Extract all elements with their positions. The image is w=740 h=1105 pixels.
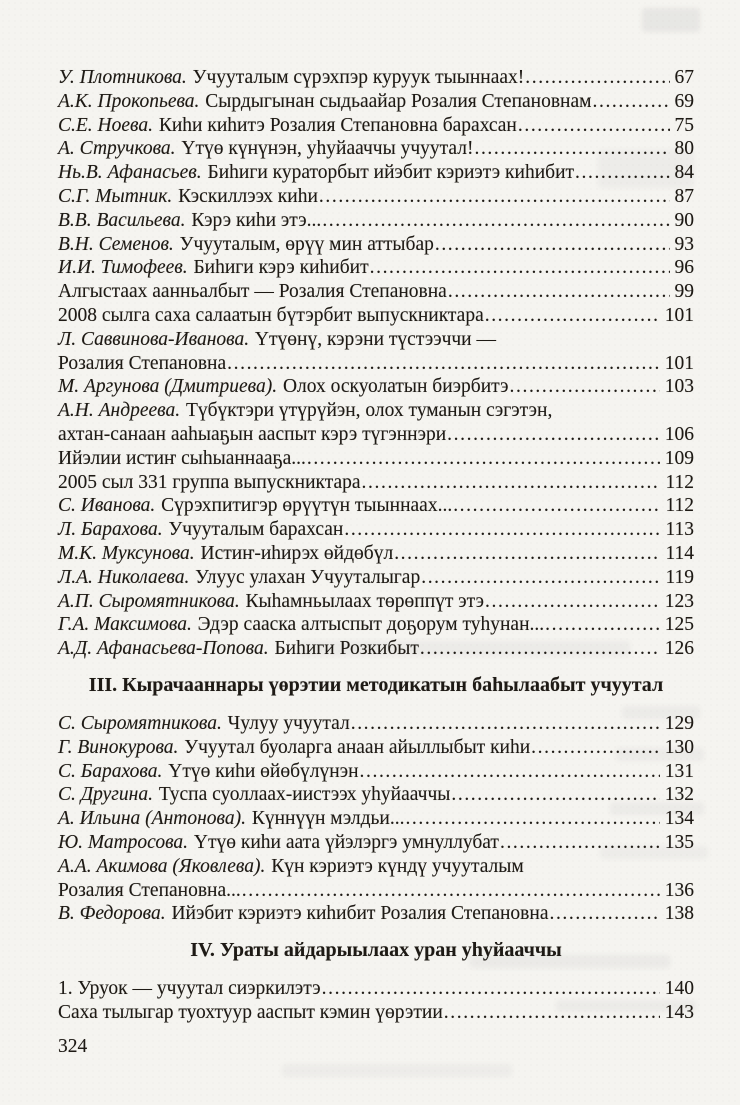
leader-dots (319, 185, 670, 209)
toc-entry (58, 590, 694, 614)
toc-entry (58, 613, 694, 637)
toc-section (58, 938, 694, 1025)
entry-author: В. Федорова. (58, 903, 166, 925)
toc-entry (58, 185, 694, 209)
entry-author: С. Барахова. (58, 760, 163, 782)
entry-title: 2008 сылга саха салаатын бүтэрбит выпускниктара (58, 304, 484, 326)
leader-dots (531, 736, 660, 760)
leader-dots (405, 807, 659, 831)
section-entries (58, 712, 694, 926)
leader-dots (307, 447, 660, 471)
entry-author: В.В. Васильева. (58, 209, 186, 231)
leader-dots (420, 637, 660, 661)
toc-entry (58, 161, 694, 185)
entry-author: А. Стручкова. (58, 138, 176, 160)
entry-author: С. Другина. (58, 784, 153, 806)
section-entries (58, 66, 694, 661)
leader-dots (444, 1001, 660, 1025)
leader-dots (370, 256, 670, 280)
entry-author: Л.А. Николаева. (58, 566, 190, 588)
toc-entry (58, 471, 694, 495)
toc-entry (58, 494, 694, 518)
toc-entry (58, 304, 694, 328)
entry-page-ref: 84 (674, 162, 694, 184)
entry-page-ref: 99 (674, 281, 694, 303)
leader-dots (448, 280, 670, 304)
toc-entry (58, 352, 694, 376)
toc-section (58, 673, 694, 926)
section-heading: IV. Ураты айдарыылаах уран уһуйааччы (190, 939, 562, 962)
entry-author: Г.А. Максимова. (58, 614, 192, 636)
leader-dots (575, 161, 669, 185)
leader-dots (360, 760, 660, 784)
toc-entry (58, 233, 694, 257)
entry-author: А.К. Прокопьева. (58, 90, 200, 112)
entry-page-ref: 113 (665, 519, 694, 541)
toc-entry (58, 977, 694, 1001)
entry-page-ref: 67 (674, 67, 694, 88)
entry-author: С.Г. Мытник. (58, 185, 173, 207)
leader-dots (485, 304, 660, 328)
leader-dots (344, 518, 660, 542)
entry-page-ref: 131 (664, 760, 694, 782)
entry-page-ref: 112 (665, 471, 694, 493)
entry-page-ref: 134 (664, 808, 694, 830)
entry-title: 1. Уруок — учуутал сиэркилэтэ (58, 978, 321, 1000)
leader-dots (500, 831, 660, 855)
entry-author: М.К. Муксунова. (58, 542, 195, 564)
toc-entry (58, 114, 694, 138)
entry-title: Улуус улахан Учууталыгар (195, 566, 421, 588)
entry-page-ref: 75 (674, 114, 694, 136)
toc-entry (58, 566, 694, 590)
entry-title: Кыһамньылаах төрөппүт этэ (245, 590, 485, 612)
leader-dots (394, 542, 660, 566)
entry-title: Үтүө киһи өйөбүлүнэн (168, 760, 359, 782)
entry-title: 2005 сыл 331 группа выпускниктара (58, 471, 361, 493)
entry-page-ref: 106 (664, 423, 694, 445)
toc-entry (58, 855, 694, 879)
entry-page-ref: 129 (664, 712, 694, 734)
leader-dots (362, 471, 661, 495)
toc-entry (58, 879, 694, 903)
entry-author: Ю. Матросова. (58, 831, 189, 853)
entry-page-ref: 101 (664, 352, 694, 374)
toc-entry (58, 137, 694, 161)
entry-title: Биһиги Розкибыт (274, 638, 419, 660)
entry-author: М. Аргунова (Дмитриева). (58, 376, 278, 398)
leader-dots (322, 209, 669, 233)
leader-dots (451, 783, 659, 807)
leader-dots (545, 613, 660, 637)
toc-entry (58, 256, 694, 280)
entry-page-ref: 143 (664, 1001, 694, 1023)
bleed-through-artifact (282, 1064, 512, 1077)
entry-title: Розалия Степановна (58, 352, 227, 374)
entry-author: А. Ильина (Антонова). (58, 808, 246, 830)
entry-title: Кэрэ киһи этэ... (191, 209, 322, 231)
entry-page-ref: 112 (665, 495, 694, 517)
entry-page-ref: 119 (665, 566, 694, 588)
entry-page-ref: 69 (674, 90, 694, 112)
toc-entry (58, 328, 694, 352)
leader-dots (525, 66, 669, 90)
leader-dots (351, 712, 660, 736)
leader-dots (485, 590, 660, 614)
entry-page-ref: 101 (664, 304, 694, 326)
toc-entry (58, 518, 694, 542)
entry-page-ref: 135 (664, 831, 694, 853)
entry-page-ref: 93 (674, 233, 694, 255)
entry-title: Кэскиллээх киһи (178, 185, 318, 207)
entry-title: Түбүктэри үтүрүйэн, олох туманын сэгэтэн, (185, 400, 553, 422)
leader-dots (593, 90, 670, 114)
toc-entry (58, 902, 694, 926)
entry-page-ref: 114 (665, 542, 694, 564)
toc-entry (58, 399, 694, 423)
entry-title: Олох оскуолатын биэрбитэ (282, 376, 509, 398)
entry-title: Ийэлии истиҥ сыһыаннааҕа... (58, 447, 306, 469)
entry-title: ахтан-санаан ааһыаҕын ааспыт кэрэ түгэннэри (58, 423, 447, 445)
entry-title: Үтүө киһи аата үйэлэргэ умнуллубат (193, 831, 499, 853)
entry-page-ref: 132 (664, 784, 694, 806)
entry-author: Л. Саввинова-Иванова. (58, 328, 250, 350)
toc-entry (58, 447, 694, 471)
entry-author: У. Плотникова. (58, 67, 187, 88)
toc-entry (58, 1001, 694, 1025)
entry-title: Биһиги кэрэ киһибит (193, 257, 369, 279)
toc-entry (58, 807, 694, 831)
entry-title: Ийэбит кэриэтэ киһибит Розалия Степановна (171, 903, 549, 925)
entry-page-ref: 136 (664, 879, 694, 901)
entry-author: С.Е. Ноева. (58, 114, 153, 136)
entry-title: Күн кэриэтэ күндү учууталым (271, 855, 524, 877)
toc-entry (58, 90, 694, 114)
entry-title: Күннүүн мэлдьи... (251, 808, 405, 830)
toc-section (58, 66, 694, 661)
entry-title: Үтүөнү, кэрэни түстээччи — (254, 328, 496, 350)
entry-title: Розалия Степановна... (58, 879, 241, 901)
entry-title: Учуутал буоларга анаан айыллыбыт киһи (184, 736, 531, 758)
entry-author: Г. Винокурова. (58, 736, 179, 758)
section-heading: III. Кырачааннары үөрэтии методикатын баһылаабыт учуутал (88, 673, 664, 696)
leader-dots (421, 566, 660, 590)
entry-author: А.А. Акимова (Яковлева). (58, 855, 266, 877)
entry-title: Биһиги кураторбыт ийэбит кэриэтэ киһибит (207, 162, 575, 184)
entry-author: Л. Барахова. (58, 519, 163, 541)
leader-dots (474, 137, 669, 161)
entry-page-ref: 140 (664, 978, 694, 1000)
entry-page-ref: 130 (664, 736, 694, 758)
leader-dots (447, 423, 660, 447)
leader-dots (435, 233, 670, 257)
entry-page-ref: 90 (674, 209, 694, 231)
entry-title: Сырдыгынан сыдьаайар Розалия Степановнам (205, 90, 592, 112)
leader-dots (453, 494, 660, 518)
toc-entry (58, 209, 694, 233)
entry-title: Учууталым сүрэхпэр куруук тыыннаах! (192, 67, 525, 88)
entry-author: А.Д. Афанасьева-Попова. (58, 638, 269, 660)
entry-page-ref: 80 (674, 138, 694, 160)
leader-dots (322, 977, 660, 1001)
entry-title: Чулуу учуутал (227, 712, 350, 734)
toc-entry (58, 783, 694, 807)
entry-author: А.Н. Андреева. (58, 400, 181, 422)
entry-title: Туспа суоллаах-иистээх уһуйааччы (158, 784, 451, 806)
entry-author: С. Иванова. (58, 495, 156, 517)
toc-entry (58, 423, 694, 447)
toc-entry (58, 760, 694, 784)
entry-title: Учууталым, өрүү мин аттыбар (179, 233, 434, 255)
leader-dots (549, 902, 659, 926)
entry-page-ref: 138 (664, 903, 694, 925)
toc-entry (58, 280, 694, 304)
entry-title: Үтүө күнүнэн, уһуйааччы учуутал! (181, 138, 474, 160)
section-entries (58, 977, 694, 1025)
entry-page-ref: 96 (674, 257, 694, 279)
entry-title: Саха тылыгар туохтуур ааспыт кэмин үөрэтии (58, 1001, 443, 1023)
toc-entry (58, 542, 694, 566)
entry-author: С. Сыромятникова. (58, 712, 222, 734)
entry-page-ref: 123 (664, 590, 694, 612)
entry-author: И.И. Тимофеев. (58, 257, 188, 279)
entry-author: В.Н. Семенов. (58, 233, 174, 255)
entry-author: Нь.В. Афанасьев. (58, 162, 202, 184)
entry-title: Алгыстаах аанньалбыт — Розалия Степановна (58, 281, 447, 303)
entry-page-ref: 126 (664, 638, 694, 660)
entry-author: А.П. Сыромятникова. (58, 590, 240, 612)
entry-title: Киһи киһитэ Розалия Степановна барахсан (158, 114, 517, 136)
entry-title: Истиҥ-иһирэх өйдөбүл (200, 542, 394, 564)
toc-entry (58, 736, 694, 760)
toc-entry (58, 375, 694, 399)
toc-entry (58, 831, 694, 855)
leader-dots (510, 375, 660, 399)
entry-title: Эдэр сааска алтыспыт доҕорум туһунан... (197, 614, 545, 636)
leader-dots (518, 114, 670, 138)
entry-title: Учууталым барахсан (168, 519, 344, 541)
leader-dots (227, 352, 660, 376)
entry-page-ref: 87 (674, 185, 694, 207)
page-number: 324 (58, 1036, 88, 1057)
entry-page-ref: 109 (664, 447, 694, 469)
entry-title: Сүрэхпитигэр өрүүтүн тыыннаах... (161, 495, 453, 517)
toc-entry (58, 637, 694, 661)
entry-page-ref: 103 (664, 376, 694, 398)
toc-entry (58, 66, 694, 90)
entry-page-ref: 125 (664, 614, 694, 636)
toc-entry (58, 712, 694, 736)
leader-dots (242, 879, 660, 903)
